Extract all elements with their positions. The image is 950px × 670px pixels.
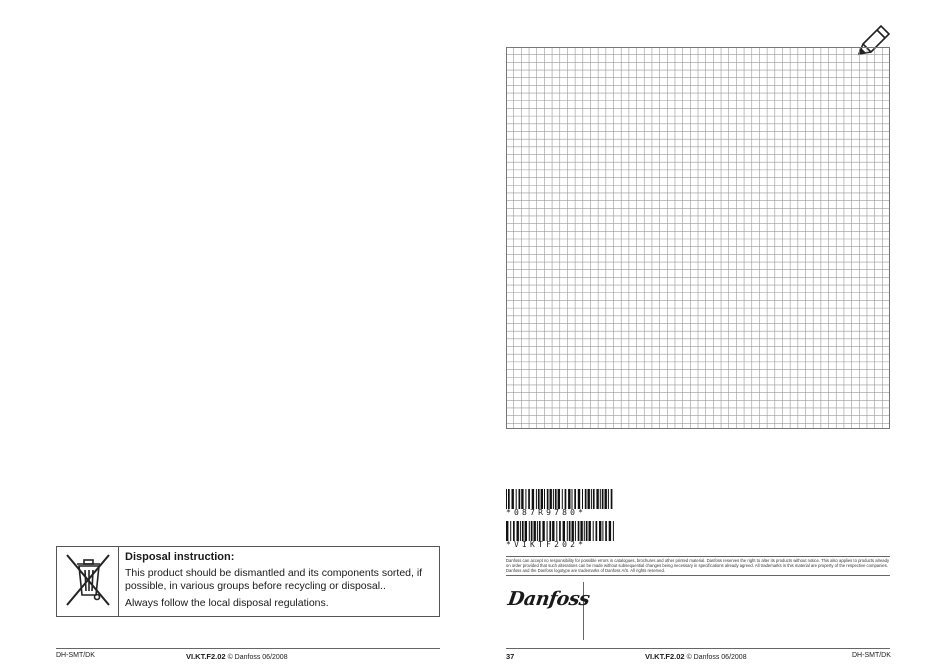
left-footer-rule [56, 648, 440, 649]
barcode-1-text: *087R9780* [506, 508, 587, 517]
legal-rule-bottom [506, 575, 890, 576]
left-footer-doc-code: VI.KT.F2.02 [186, 652, 226, 661]
disposal-text-2: Always follow the local disposal regulations. [125, 597, 329, 609]
right-footer-department: DH-SMT/DK [852, 652, 891, 659]
right-footer-doc-info [645, 652, 747, 661]
left-footer-copyright: © Danfoss 06/2008 [227, 654, 288, 661]
note-grid [506, 47, 890, 429]
disposal-title: Disposal instruction: [125, 551, 235, 563]
left-footer-doc-info [186, 652, 288, 661]
legal-disclaimer: Danfoss can accept no responsibility for possible errors in catalogues, brochures and other printed material. Danfoss reserves the right to alter its products without notice. This also applies to products already on order provided that such alterations can be made without subsequential changes being necessary in specifications already agreed. All trademarks in this material are property of the respective companies. Danfoss and the Danfoss logotype are trademarks of Danfoss A/S. All rights reserved. [506, 558, 890, 573]
barcode-1 [506, 489, 616, 509]
barcode-2 [506, 521, 616, 541]
right-footer-copyright: © Danfoss 06/2008 [686, 654, 747, 661]
danfoss-logo: Danfoss [506, 588, 591, 610]
right-footer-rule [506, 648, 890, 649]
right-footer-page-number [506, 652, 514, 661]
right-footer-doc-code: VI.KT.F2.02 [645, 652, 685, 661]
disposal-instruction-box [56, 546, 440, 617]
page-number: 37 [506, 652, 515, 661]
barcode-2-text: *VIKTF202* [506, 540, 587, 549]
disposal-icon-cell [57, 547, 119, 616]
disposal-text-1: This product should be dismantled and its components sorted, if possible, in various groups before recycling or disposal.. [125, 567, 423, 592]
legal-rule-top [506, 556, 890, 557]
left-footer-department: DH-SMT/DK [56, 652, 95, 659]
crossed-out-wheelie-bin-icon [63, 551, 113, 611]
